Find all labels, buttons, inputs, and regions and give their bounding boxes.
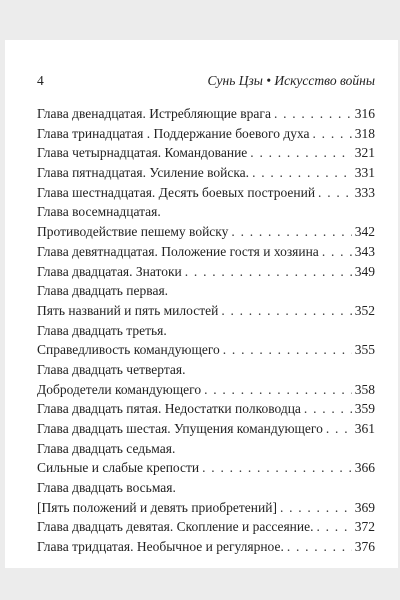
toc-entry-title: Глава восемнадцатая. [37, 204, 161, 220]
toc-entry-title: Противодействие пешему войску [37, 224, 229, 240]
toc-entry-page: 333 [354, 184, 375, 200]
toc-entry [37, 360, 375, 380]
toc-dot-leader [317, 517, 352, 537]
toc-entry-title: Глава четырнадцатая. Командование [37, 145, 248, 161]
toc-entry-title: Глава двадцатая. Знатоки [37, 263, 182, 279]
toc-entry [37, 439, 375, 459]
toc-dot-leader [322, 242, 352, 262]
toc-entry-title: Глава двадцать пятая. Недостатки полководца [37, 401, 301, 417]
toc-dot-leader [313, 124, 352, 144]
toc-dot-leader [280, 498, 352, 518]
toc-dot-leader [287, 537, 352, 557]
table-of-contents [37, 104, 375, 557]
toc-entry [37, 399, 375, 419]
toc-dot-leader [250, 143, 351, 163]
toc-entry-title: Глава двадцать девятая. Скопление и рассеяние. [37, 519, 314, 535]
toc-dot-leader [318, 183, 352, 203]
toc-entry-page: 366 [354, 460, 375, 476]
toc-dot-leader [274, 104, 352, 124]
toc-entry [37, 262, 375, 282]
toc-dot-leader [202, 458, 352, 478]
toc-entry [37, 458, 375, 478]
toc-dot-leader [252, 163, 352, 183]
toc-dot-leader [304, 399, 352, 419]
toc-entry-page: 342 [354, 224, 375, 240]
toc-entry-page: 321 [354, 145, 375, 161]
toc-entry-title: Глава девятнадцатая. Положение гостя и хозяина [37, 243, 319, 259]
toc-entry-page: 352 [354, 302, 375, 318]
toc-entry-title: Справедливость командующего [37, 342, 220, 358]
toc-entry-title: Глава двадцать восьмая. [37, 480, 176, 496]
toc-entry [37, 183, 375, 203]
toc-dot-leader [185, 262, 352, 282]
toc-entry-page: 343 [354, 243, 375, 259]
toc-entry-title: Глава двадцать третья. [37, 322, 167, 338]
toc-entry [37, 380, 375, 400]
book-page [5, 40, 398, 568]
toc-entry-page: 355 [354, 342, 375, 358]
toc-entry [37, 163, 375, 183]
toc-entry-page: 349 [354, 263, 375, 279]
toc-entry-title: Глава пятнадцатая. Усиление войска. [37, 165, 250, 181]
toc-entry-page: 359 [354, 401, 375, 417]
toc-dot-leader [231, 222, 351, 242]
toc-entry-title: Глава тринадцатая . Поддержание боевого духа [37, 125, 310, 141]
toc-entry-title: Глава двадцать шестая. Упущения командующего [37, 421, 323, 436]
toc-entry [37, 498, 375, 518]
running-title: Сунь Цзы • Искусство войны [207, 73, 375, 88]
page-number: 4 [37, 73, 44, 88]
toc-entry [37, 202, 375, 222]
toc-entry-title: Глава шестнадцатая. Десять боевых построений [37, 184, 316, 200]
toc-entry-page: 331 [354, 165, 375, 181]
toc-entry-page: 361 [354, 421, 375, 436]
toc-entry-title: Сильные и слабые крепости [37, 460, 200, 476]
toc-entry [37, 537, 375, 557]
toc-entry [37, 104, 375, 124]
toc-entry-title: Глава двенадцатая. Истребляющие врага [37, 106, 271, 121]
toc-entry [37, 478, 375, 498]
toc-entry-title: Глава тридцатая. Необычное и регулярное. [37, 539, 284, 555]
toc-dot-leader [223, 340, 352, 360]
toc-entry-title: [Пять положений и девять приобретений] [37, 499, 277, 515]
toc-entry-title: Глава двадцать четвертая. [37, 361, 186, 377]
toc-entry-page: 372 [354, 519, 375, 535]
toc-entry-title: Глава двадцать первая. [37, 283, 169, 299]
toc-entry [37, 301, 375, 321]
toc-entry [37, 281, 375, 301]
toc-entry [37, 124, 375, 144]
toc-dot-leader [326, 419, 352, 439]
toc-entry-page: 369 [354, 499, 375, 515]
toc-entry-page: 376 [354, 539, 375, 555]
toc-entry-page: 316 [354, 106, 375, 121]
toc-entry-title: Пять названий и пять милостей [37, 302, 219, 318]
toc-dot-leader [221, 301, 351, 321]
toc-entry [37, 419, 375, 439]
toc-entry [37, 143, 375, 163]
toc-entry [37, 340, 375, 360]
toc-dot-leader [204, 380, 352, 400]
toc-entry [37, 222, 375, 242]
page-header [37, 73, 375, 91]
toc-entry-title: Добродетели командующего [37, 381, 202, 397]
toc-entry [37, 321, 375, 341]
toc-entry [37, 242, 375, 262]
toc-entry-page: 358 [354, 381, 375, 397]
toc-entry-page: 318 [354, 125, 375, 141]
toc-entry-title: Глава двадцать седьмая. [37, 440, 176, 456]
toc-entry [37, 517, 375, 537]
